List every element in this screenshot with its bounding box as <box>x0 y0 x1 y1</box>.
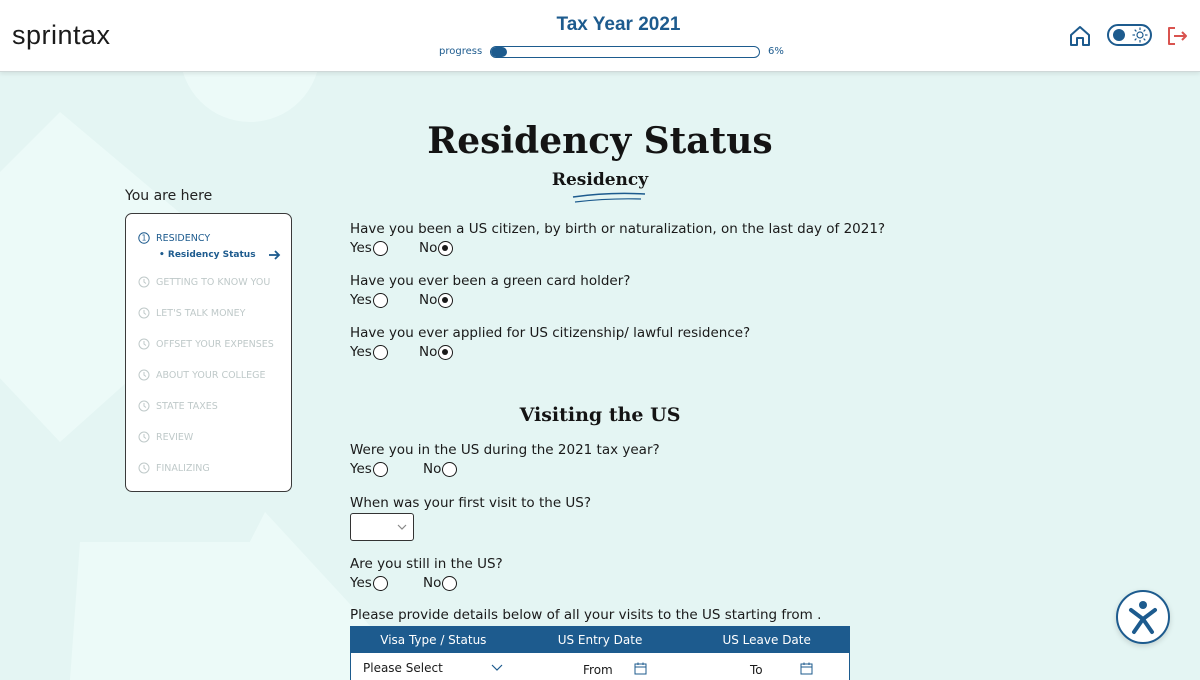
arrow-right-icon <box>267 248 281 262</box>
subtitle-underline <box>571 190 647 204</box>
calendar-icon[interactable] <box>634 662 647 675</box>
toggle-knob <box>1113 29 1125 41</box>
step-number-icon <box>138 232 150 244</box>
step-review[interactable] <box>138 431 193 443</box>
progress-label: progress <box>439 46 483 57</box>
option-label: No <box>423 461 442 477</box>
radio-yes[interactable] <box>373 462 388 477</box>
step-label: STATE TAXES <box>156 400 218 412</box>
in-us-yes[interactable] <box>350 461 388 477</box>
table-row <box>350 653 850 680</box>
table-header <box>350 626 850 653</box>
top-header <box>0 0 1200 72</box>
accessibility-button[interactable] <box>1116 590 1170 644</box>
option-label: Yes <box>350 292 372 308</box>
option-label: Yes <box>350 461 372 477</box>
entry-date-from-label: From <box>583 663 613 677</box>
step-label: FINALIZING <box>156 462 210 474</box>
step-finalizing[interactable] <box>138 462 210 474</box>
visits-table <box>350 626 850 680</box>
clock-icon <box>138 338 150 350</box>
radio-no[interactable] <box>442 576 457 591</box>
section-subtitle: Residency <box>551 170 649 190</box>
progress-steps-panel <box>125 213 292 492</box>
page-title: Residency Status <box>427 120 773 162</box>
step-label: ABOUT YOUR COLLEGE <box>156 369 266 381</box>
clock-icon <box>138 369 150 381</box>
theme-toggle[interactable] <box>1107 24 1152 46</box>
step-label: RESIDENCY <box>156 232 211 244</box>
option-label: No <box>419 240 438 256</box>
chevron-down-icon <box>397 522 407 532</box>
visits-details-prompt: Please provide details below of all your visits to the US starting from . <box>350 607 822 623</box>
green-card-yes[interactable] <box>350 292 388 308</box>
step-offset-your-expenses[interactable] <box>138 338 274 350</box>
radio-no[interactable] <box>438 293 453 308</box>
tax-year-title: Tax Year 2021 <box>556 14 681 35</box>
visa-type-value: Please Select <box>363 661 443 675</box>
substep-residency-status[interactable]: • Residency Status <box>159 250 256 260</box>
step-getting-to-know-you[interactable] <box>138 276 270 288</box>
first-visit-year-select[interactable] <box>350 513 414 541</box>
progress-bar-fill <box>491 47 507 57</box>
question-still-in-us: Are you still in the US? <box>350 556 503 572</box>
step-label: REVIEW <box>156 431 194 443</box>
us-citizen-no[interactable] <box>419 240 453 256</box>
question-first-visit: When was your first visit to the US? <box>350 495 592 511</box>
sun-icon <box>1132 27 1148 43</box>
question-us-citizen: Have you been a US citizen, by birth or naturalization, on the last day of 2021? <box>350 221 886 237</box>
logout-icon[interactable] <box>1165 24 1189 48</box>
header-visa-type: Visa Type / Status <box>380 632 487 647</box>
clock-icon <box>138 462 150 474</box>
green-card-no[interactable] <box>419 292 453 308</box>
step-label: GETTING TO KNOW YOU <box>156 276 271 288</box>
clock-icon <box>138 307 150 319</box>
progress-bar <box>490 46 760 58</box>
header-leave-date: US Leave Date <box>722 632 811 647</box>
us-citizen-yes[interactable] <box>350 240 388 256</box>
radio-no[interactable] <box>438 345 453 360</box>
header-entry-date: US Entry Date <box>557 632 643 647</box>
still-in-us-yes[interactable] <box>350 575 388 591</box>
clock-icon <box>138 431 150 443</box>
progress-percent: 6% <box>768 46 784 57</box>
option-label: Yes <box>350 240 372 256</box>
clock-icon <box>138 276 150 288</box>
leave-date-to-label: To <box>750 663 763 677</box>
chevron-down-icon <box>491 664 503 672</box>
radio-yes[interactable] <box>373 293 388 308</box>
calendar-icon[interactable] <box>800 662 813 675</box>
radio-yes[interactable] <box>373 576 388 591</box>
still-in-us-no[interactable] <box>423 575 457 591</box>
you-are-here-label: You are here <box>125 188 213 204</box>
step-label: OFFSET YOUR EXPENSES <box>156 338 274 350</box>
radio-no[interactable] <box>438 241 453 256</box>
radio-yes[interactable] <box>373 241 388 256</box>
radio-yes[interactable] <box>373 345 388 360</box>
citizenship-applied-yes[interactable] <box>350 344 388 360</box>
option-label: No <box>423 575 442 591</box>
accessibility-icon <box>1118 592 1168 642</box>
step-about-your-college[interactable] <box>138 369 266 381</box>
sprintax-logo[interactable]: sprintax <box>12 20 111 50</box>
home-icon[interactable] <box>1068 24 1092 48</box>
option-label: No <box>419 292 438 308</box>
radio-no[interactable] <box>442 462 457 477</box>
step-label: LET'S TALK MONEY <box>156 307 246 319</box>
question-in-us-tax-year: Were you in the US during the 2021 tax year? <box>350 442 660 458</box>
step-number: 1 <box>141 233 147 243</box>
in-us-no[interactable] <box>423 461 457 477</box>
question-citizenship-applied: Have you ever applied for US citizenship/ lawful residence? <box>350 325 751 341</box>
step-residency[interactable] <box>138 232 210 244</box>
option-label: No <box>419 344 438 360</box>
question-green-card: Have you ever been a green card holder? <box>350 273 631 289</box>
option-label: Yes <box>350 344 372 360</box>
visa-type-select[interactable] <box>363 661 503 675</box>
citizenship-applied-no[interactable] <box>419 344 453 360</box>
option-label: Yes <box>350 575 372 591</box>
step-lets-talk-money[interactable] <box>138 307 245 319</box>
visiting-section-title: Visiting the US <box>519 404 681 426</box>
